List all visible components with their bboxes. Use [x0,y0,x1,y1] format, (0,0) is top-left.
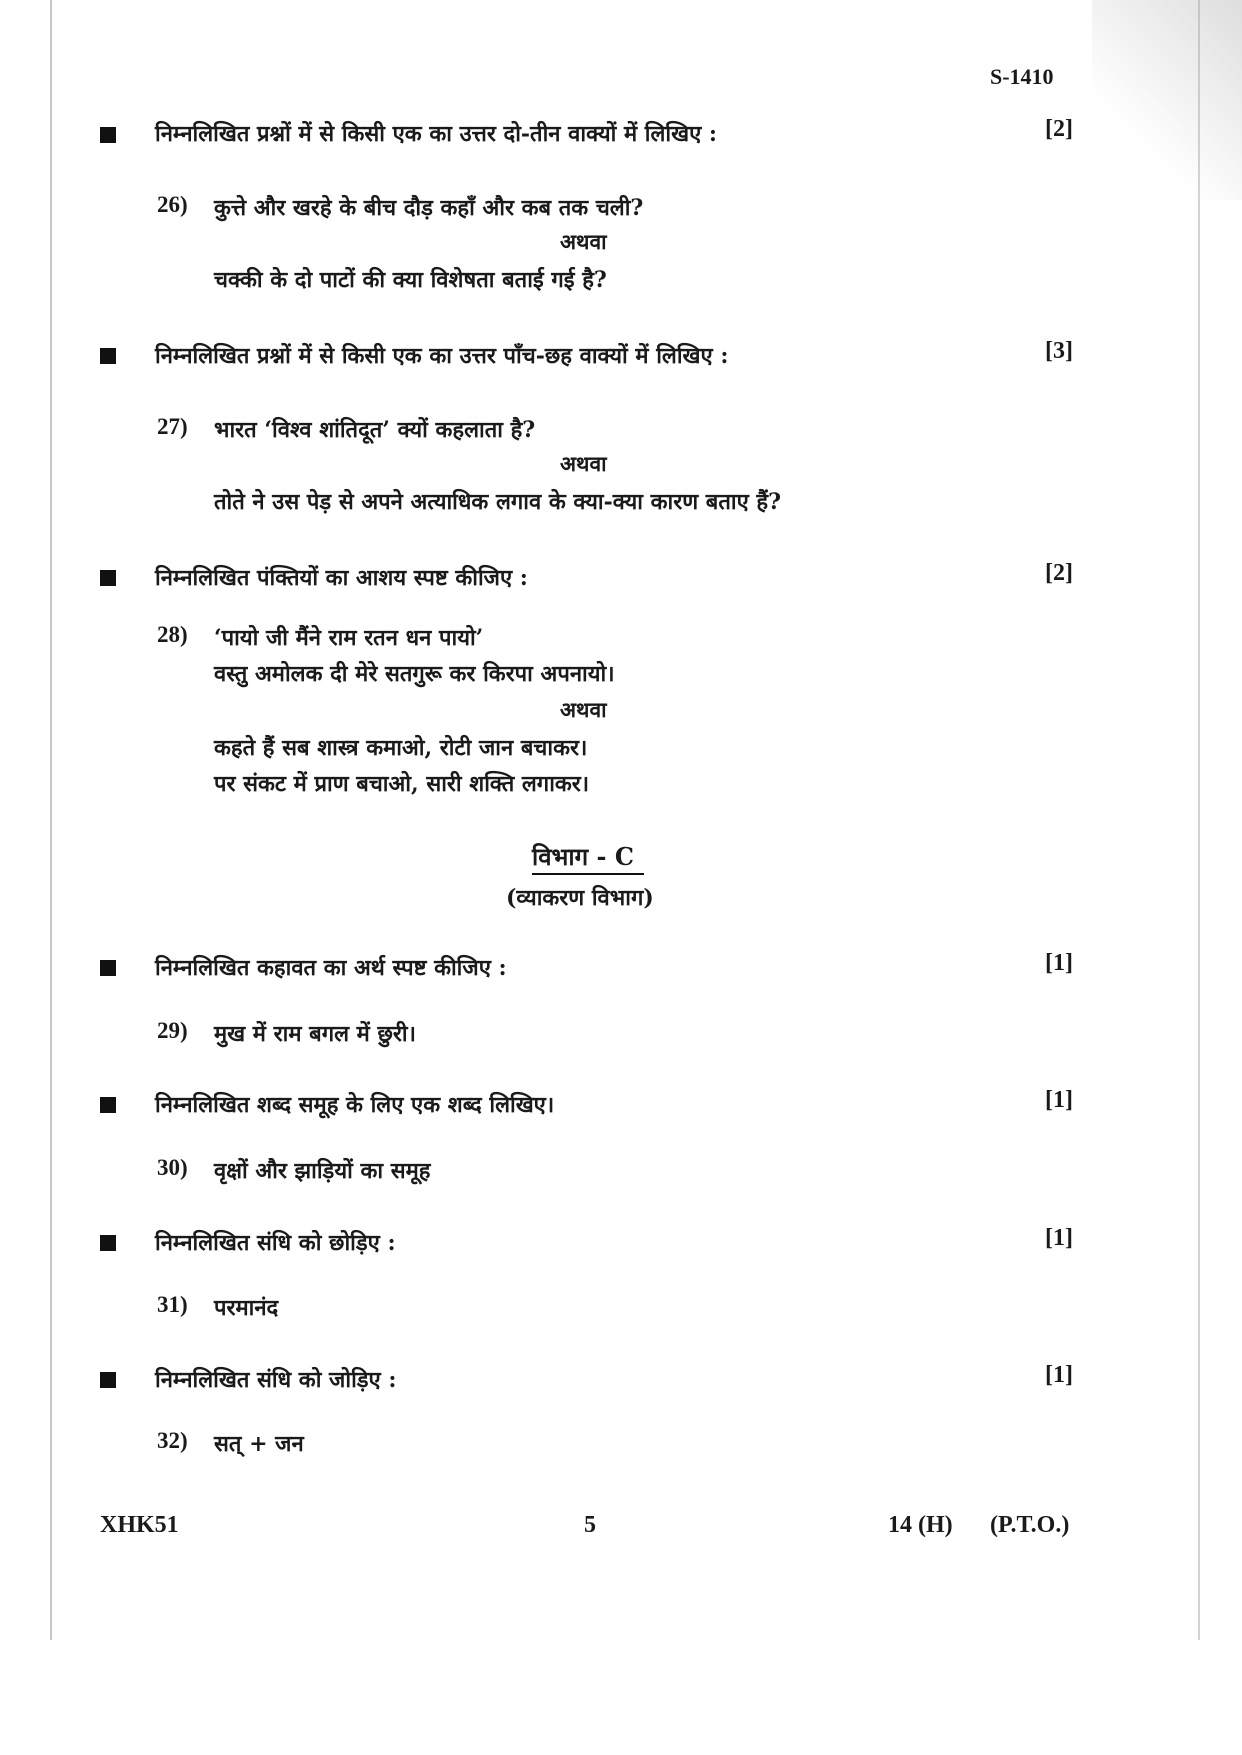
or-label: अथवा [560,229,607,254]
marks: [1] [1045,1362,1073,1388]
alt-poem-line: कहते हैं सब शास्त्र कमाओ, रोटी जान बचाकर। [214,735,588,761]
paper-code: S-1410 [990,64,1054,89]
marks: [1] [1045,950,1073,976]
instruction: निम्नलिखित संधि को जोड़िए : [155,1367,397,1393]
instruction: निम्नलिखित प्रश्नों में से किसी एक का उत्तर पाँच-छह वाक्यों में लिखिए : [155,343,729,369]
instruction: निम्नलिखित संधि को छोड़िए : [155,1230,396,1256]
instruction: निम्नलिखित प्रश्नों में से किसी एक का उत्तर दो-तीन वाक्यों में लिखिए : [155,121,718,147]
marks: [2] [1045,116,1073,142]
question-number: 26) [157,192,188,217]
question-text: परमानंद [214,1295,279,1321]
section-title: विभाग - C [532,842,634,871]
section-underline [532,873,644,875]
page-number: 5 [584,1512,596,1538]
question-number: 27) [157,414,188,439]
alt-question-text: चक्की के दो पाटों की क्या विशेषता बताई गई है? [214,267,607,293]
bullet-icon [100,348,116,364]
question-text: वृक्षों और झाड़ियों का समूह [214,1158,431,1184]
scan-edge-left [50,0,52,1640]
question-number: 28) [157,622,188,647]
section-subtitle: (व्याकरण विभाग) [506,885,654,911]
or-label: अथवा [560,697,607,722]
instruction: निम्नलिखित कहावत का अर्थ स्पष्ट कीजिए : [155,955,507,981]
alt-question-text: तोते ने उस पेड़ से अपने अत्याधिक लगाव के क्या-क्या कारण बताए हैं? [214,489,782,515]
bullet-icon [100,570,116,586]
question-text: सत् + जन [214,1431,304,1457]
instruction: निम्नलिखित शब्द समूह के लिए एक शब्द लिखिए। [155,1092,555,1118]
question-number: 29) [157,1018,188,1043]
marks: [1] [1045,1225,1073,1251]
question-number: 30) [157,1155,188,1180]
question-text: भारत ‘विश्व शांतिदूत’ क्यों कहलाता है? [214,417,536,443]
question-number: 31) [157,1292,188,1317]
marks: [3] [1045,338,1073,364]
marks: [1] [1045,1087,1073,1113]
bullet-icon [100,1235,116,1251]
poem-line: वस्तु अमोलक दी मेरे सतगुरू कर किरपा अपनायो। [214,661,615,687]
scan-edge-right [1198,0,1200,1640]
question-number: 32) [157,1428,188,1453]
bullet-icon [100,1372,116,1388]
bullet-icon [100,960,116,976]
scan-shadow [1092,0,1242,200]
marks: [2] [1045,560,1073,586]
poem-line: ‘पायो जी मैंने राम रतन धन पायो’ [214,625,484,651]
instruction: निम्नलिखित पंक्तियों का आशय स्पष्ट कीजिए : [155,565,528,591]
footer-code: XHK51 [100,1512,179,1538]
page-count: 14 (H) [888,1512,953,1538]
bullet-icon [100,127,116,143]
pto-label: (P.T.O.) [990,1512,1070,1538]
alt-poem-line: पर संकट में प्राण बचाओ, सारी शक्ति लगाकर। [214,771,590,797]
or-label: अथवा [560,451,607,476]
question-text: मुख में राम बगल में छुरी। [214,1021,416,1047]
question-text: कुत्ते और खरहे के बीच दौड़ कहाँ और कब तक चली? [214,195,644,221]
bullet-icon [100,1097,116,1113]
